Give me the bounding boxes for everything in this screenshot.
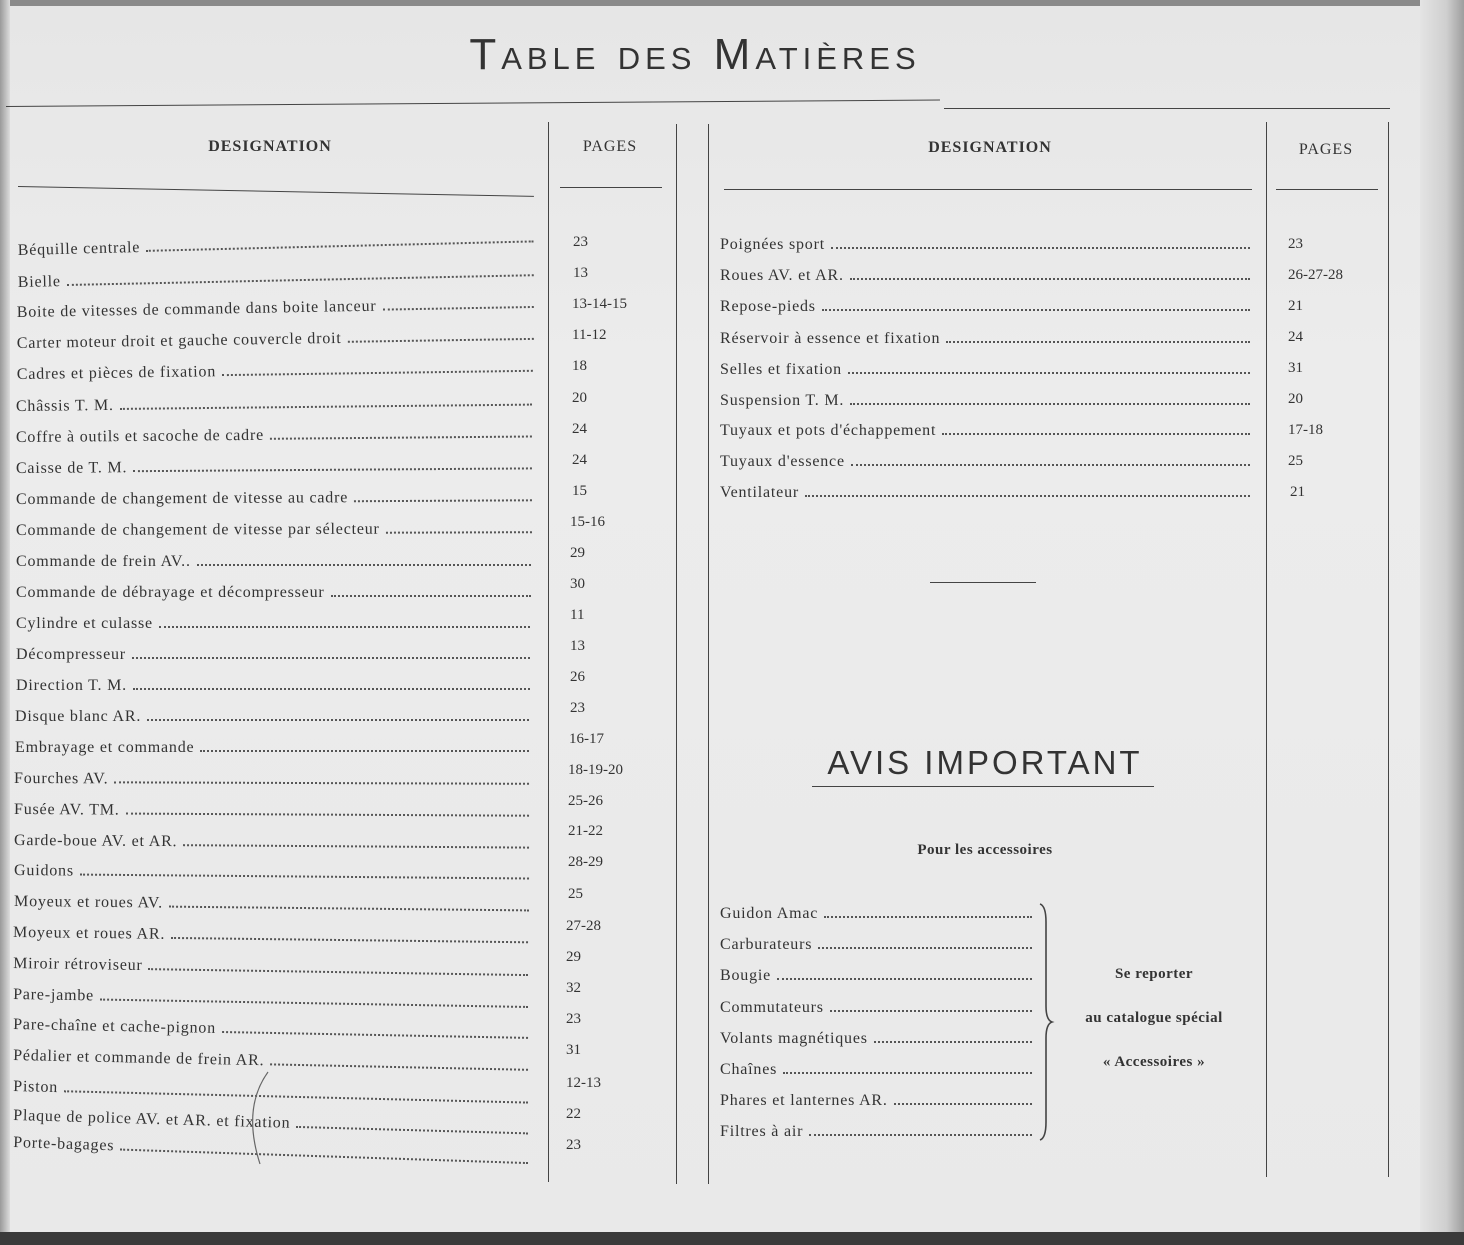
page-number: 25	[1288, 453, 1303, 469]
leader-dots	[222, 1030, 528, 1039]
list-item	[13, 1012, 528, 1044]
accessory-item	[720, 1026, 1032, 1048]
leader-dots	[809, 1133, 1032, 1136]
left-designation-underline	[18, 186, 534, 197]
page-number: 23	[573, 234, 588, 250]
leader-dots	[830, 1009, 1032, 1012]
list-item	[13, 951, 528, 981]
page-number: 18-19-20	[568, 762, 623, 778]
page-edge-left	[0, 0, 10, 1245]
page-number: 29	[570, 545, 585, 561]
leader-dots	[120, 403, 532, 410]
center-rule-1	[676, 124, 677, 1184]
page-number: 25	[568, 886, 583, 902]
leader-dots	[831, 246, 1250, 249]
list-item	[16, 673, 530, 695]
page-number: 13	[573, 265, 588, 281]
accessory-label: Chaînes	[720, 1061, 778, 1078]
page-number: 23	[570, 700, 585, 716]
leader-dots	[100, 998, 528, 1008]
page-number: 22	[566, 1106, 581, 1122]
notice-subtitle: Pour les accessoires	[917, 842, 1053, 858]
entry-label: Plaque de police AV. et AR. et fixation	[13, 1107, 291, 1132]
page-number: 17-18	[1288, 422, 1323, 438]
right-edge-rule	[1388, 122, 1389, 1177]
leader-dots	[777, 977, 1032, 980]
entry-label: Commande de débrayage et décompresseur	[16, 584, 325, 601]
leader-dots	[848, 371, 1250, 374]
list-item	[14, 889, 529, 916]
left-table-divider	[548, 122, 549, 1182]
accessory-label: Phares et lanternes AR.	[720, 1092, 888, 1109]
page-number: 23	[1288, 236, 1303, 252]
leader-dots	[818, 946, 1032, 949]
accessory-label: Commutateurs	[720, 999, 824, 1016]
entry-label: Guidons	[14, 862, 74, 880]
left-pages-header: PAGES	[582, 138, 638, 155]
accessory-item	[720, 901, 1032, 923]
page-number: 32	[566, 980, 581, 996]
page-number: 12-13	[566, 1075, 601, 1091]
left-designation-header: DESIGNATION	[208, 138, 332, 155]
leader-dots	[874, 1040, 1032, 1043]
list-item	[16, 484, 532, 509]
page-number: 13	[570, 638, 585, 654]
page-number: 13-14-15	[572, 296, 627, 312]
leader-dots	[147, 718, 529, 721]
list-item	[720, 449, 1250, 471]
leader-dots	[783, 1071, 1032, 1074]
accessory-item	[720, 932, 1032, 954]
list-item	[16, 642, 530, 664]
center-rule-2	[708, 124, 709, 1184]
page-number: 24	[572, 452, 587, 468]
entry-label: Suspension T. M.	[720, 392, 845, 409]
notice-note-line3: « Accessoires »	[1102, 1054, 1206, 1070]
leader-dots	[382, 305, 533, 311]
list-item	[16, 549, 531, 571]
leader-dots	[348, 337, 534, 343]
leader-dots	[270, 1062, 528, 1070]
list-item	[720, 418, 1250, 440]
leader-dots	[331, 594, 531, 597]
list-item	[16, 452, 532, 478]
notice-note-line1: Se reporter	[1114, 966, 1194, 982]
pencil-mark	[238, 1068, 278, 1168]
title-rule-left	[6, 99, 940, 107]
leader-dots	[114, 780, 529, 784]
entry-label: Bielle	[17, 273, 61, 292]
entry-label: Roues AV. et AR.	[720, 267, 844, 284]
leader-dots	[946, 340, 1250, 343]
leader-dots	[149, 967, 529, 976]
page-number: 16-17	[569, 731, 604, 747]
right-table-divider	[1266, 122, 1267, 1177]
page-number: 21-22	[568, 823, 603, 839]
accessory-item	[720, 995, 1032, 1017]
leader-dots	[159, 625, 530, 628]
page-number: 31	[1288, 360, 1303, 376]
entry-label: Boite de vitesses de commande dans boite lanceur	[16, 297, 377, 322]
list-item	[720, 326, 1250, 348]
section-separator	[930, 582, 1036, 583]
entry-label: Commande de changement de vitesse au cadre	[15, 489, 349, 508]
entry-label: Coffre à outils et sacoche de cadre	[15, 426, 265, 447]
page-number: 28-29	[568, 854, 603, 870]
accessory-label: Filtres à air	[720, 1123, 804, 1140]
page-number: 25-26	[568, 793, 603, 809]
accessory-label: Bougie	[720, 967, 772, 984]
list-item	[14, 858, 529, 884]
page-number: 26-27-28	[1288, 267, 1343, 283]
leader-dots	[850, 402, 1250, 405]
list-item	[720, 480, 1250, 502]
page-number: 26	[570, 669, 585, 685]
page-number: 18	[572, 358, 587, 374]
list-item	[13, 920, 528, 948]
list-item	[17, 323, 534, 353]
leader-dots	[296, 1125, 528, 1134]
right-designation-header: DESIGNATION	[928, 139, 1052, 156]
right-pages-underline	[1276, 189, 1378, 190]
page-number: 20	[572, 390, 587, 406]
list-item	[16, 420, 532, 447]
entry-label: Carter moteur droit et gauche couvercle droit	[16, 329, 342, 353]
list-item	[16, 580, 531, 602]
entry-label: Direction T. M.	[16, 677, 127, 694]
left-pages-underline	[560, 187, 662, 188]
entry-label: Fourches AV.	[14, 770, 109, 788]
leader-dots	[171, 936, 528, 943]
page-number: 21	[1290, 484, 1305, 500]
entry-label: Pare-jambe	[13, 986, 95, 1005]
page-edge-right	[1420, 0, 1464, 1245]
leader-dots	[851, 463, 1250, 466]
leader-dots	[133, 466, 532, 472]
notice-title-underline	[812, 786, 1154, 787]
title-rule-right	[944, 108, 1390, 109]
list-item	[17, 225, 533, 260]
list-item	[15, 704, 529, 726]
entry-label: Cylindre et culasse	[16, 615, 153, 632]
page-edge-top	[0, 0, 1464, 6]
page-number: 23	[566, 1137, 581, 1153]
right-designation-underline	[724, 189, 1252, 190]
leader-dots	[386, 530, 532, 534]
leader-dots	[824, 915, 1032, 918]
leader-dots	[133, 687, 530, 690]
page-title: Table des Matières	[469, 30, 921, 79]
entry-label: Pédalier et commande de frein AR.	[13, 1047, 265, 1070]
page-number: 11-12	[572, 327, 607, 343]
entry-label: Tuyaux et pots d'échappement	[720, 422, 937, 439]
entry-label: Repose-pieds	[720, 298, 816, 315]
list-item	[16, 516, 532, 540]
page-number: 29	[566, 949, 581, 965]
entry-label: Commande de changement de vitesse par sélecteur	[15, 520, 380, 539]
list-item	[720, 232, 1250, 254]
list-item	[17, 355, 533, 384]
list-item	[17, 291, 534, 322]
leader-dots	[850, 277, 1250, 280]
list-item	[720, 388, 1250, 410]
page-number: 11	[570, 607, 585, 623]
page-number: 30	[570, 576, 585, 592]
page-number: 15	[572, 483, 587, 499]
entry-label: Châssis T. M.	[15, 396, 114, 416]
entry-label: Poignées sport	[720, 236, 825, 253]
leader-dots	[805, 494, 1250, 497]
list-item	[16, 611, 530, 633]
leader-dots	[132, 656, 530, 659]
list-item	[15, 735, 529, 757]
entry-label: Embrayage et commande	[15, 739, 195, 756]
entry-label: Moyeux et roues AR.	[13, 924, 166, 943]
leader-dots	[169, 905, 529, 912]
page-number: 21	[1288, 298, 1303, 314]
page-number: 24	[572, 421, 587, 437]
accessory-label: Guidon Amac	[720, 905, 819, 922]
entry-label: Fusée AV. TM.	[14, 801, 120, 819]
list-item	[14, 797, 529, 822]
leader-dots	[126, 812, 529, 817]
entry-label: Réservoir à essence et fixation	[720, 330, 941, 347]
accessory-item	[720, 1057, 1032, 1079]
leader-dots	[120, 1148, 528, 1165]
entry-label: Selles et fixation	[720, 361, 842, 378]
accessory-label: Volants magnétiques	[720, 1030, 868, 1047]
leader-dots	[67, 273, 534, 286]
list-item	[18, 259, 534, 292]
leader-dots	[80, 873, 529, 880]
leader-dots	[354, 498, 532, 502]
entry-label: Décompresseur	[16, 646, 126, 663]
accessory-item	[720, 1088, 1032, 1110]
entry-label: Tuyaux d'essence	[720, 453, 845, 470]
list-item	[720, 263, 1250, 285]
list-item	[16, 389, 532, 416]
notice-note-line2: au catalogue spécial	[1085, 1010, 1223, 1026]
list-item	[720, 357, 1250, 379]
accessory-item	[720, 1119, 1032, 1141]
page-number: 31	[566, 1042, 581, 1058]
leader-dots	[200, 749, 529, 752]
list-item	[14, 828, 529, 854]
entry-label: Porte-bagages	[13, 1134, 115, 1155]
leader-dots	[222, 369, 533, 376]
list-item	[720, 294, 1250, 316]
entry-label: Pare-chaîne et cache-pignon	[13, 1016, 217, 1037]
list-item	[14, 766, 529, 790]
leader-dots	[64, 1089, 528, 1103]
entry-label: Piston	[13, 1078, 59, 1097]
page-number: 20	[1288, 391, 1303, 407]
leader-dots	[146, 239, 534, 251]
entry-label: Garde-boue AV. et AR.	[14, 832, 178, 851]
entry-label: Ventilateur	[720, 484, 799, 501]
accessory-label: Carburateurs	[720, 936, 813, 953]
page-number: 15-16	[570, 514, 605, 530]
page-edge-bottom	[0, 1232, 1464, 1245]
page-number: 23	[566, 1011, 581, 1027]
entry-label: Disque blanc AR.	[15, 708, 142, 725]
page-number: 27-28	[566, 918, 601, 934]
notice-title: AVIS IMPORTANT	[827, 744, 1143, 781]
leader-dots	[270, 434, 532, 439]
entry-label: Moyeux et roues AV.	[14, 893, 164, 912]
entry-label: Béquille centrale	[17, 239, 141, 260]
entry-label: Commande de frein AV..	[16, 553, 191, 570]
leader-dots	[822, 308, 1250, 311]
leader-dots	[942, 432, 1250, 435]
accessory-item	[720, 963, 1032, 985]
entry-label: Cadres et pièces de fixation	[16, 363, 217, 384]
right-pages-header: PAGES	[1298, 141, 1354, 158]
leader-dots	[183, 843, 529, 848]
entry-label: Miroir rétroviseur	[13, 955, 143, 975]
entry-label: Caisse de T. M.	[15, 459, 128, 478]
leader-dots	[894, 1102, 1032, 1105]
page-number: 24	[1288, 329, 1303, 345]
list-item	[13, 982, 528, 1013]
leader-dots	[197, 563, 531, 566]
